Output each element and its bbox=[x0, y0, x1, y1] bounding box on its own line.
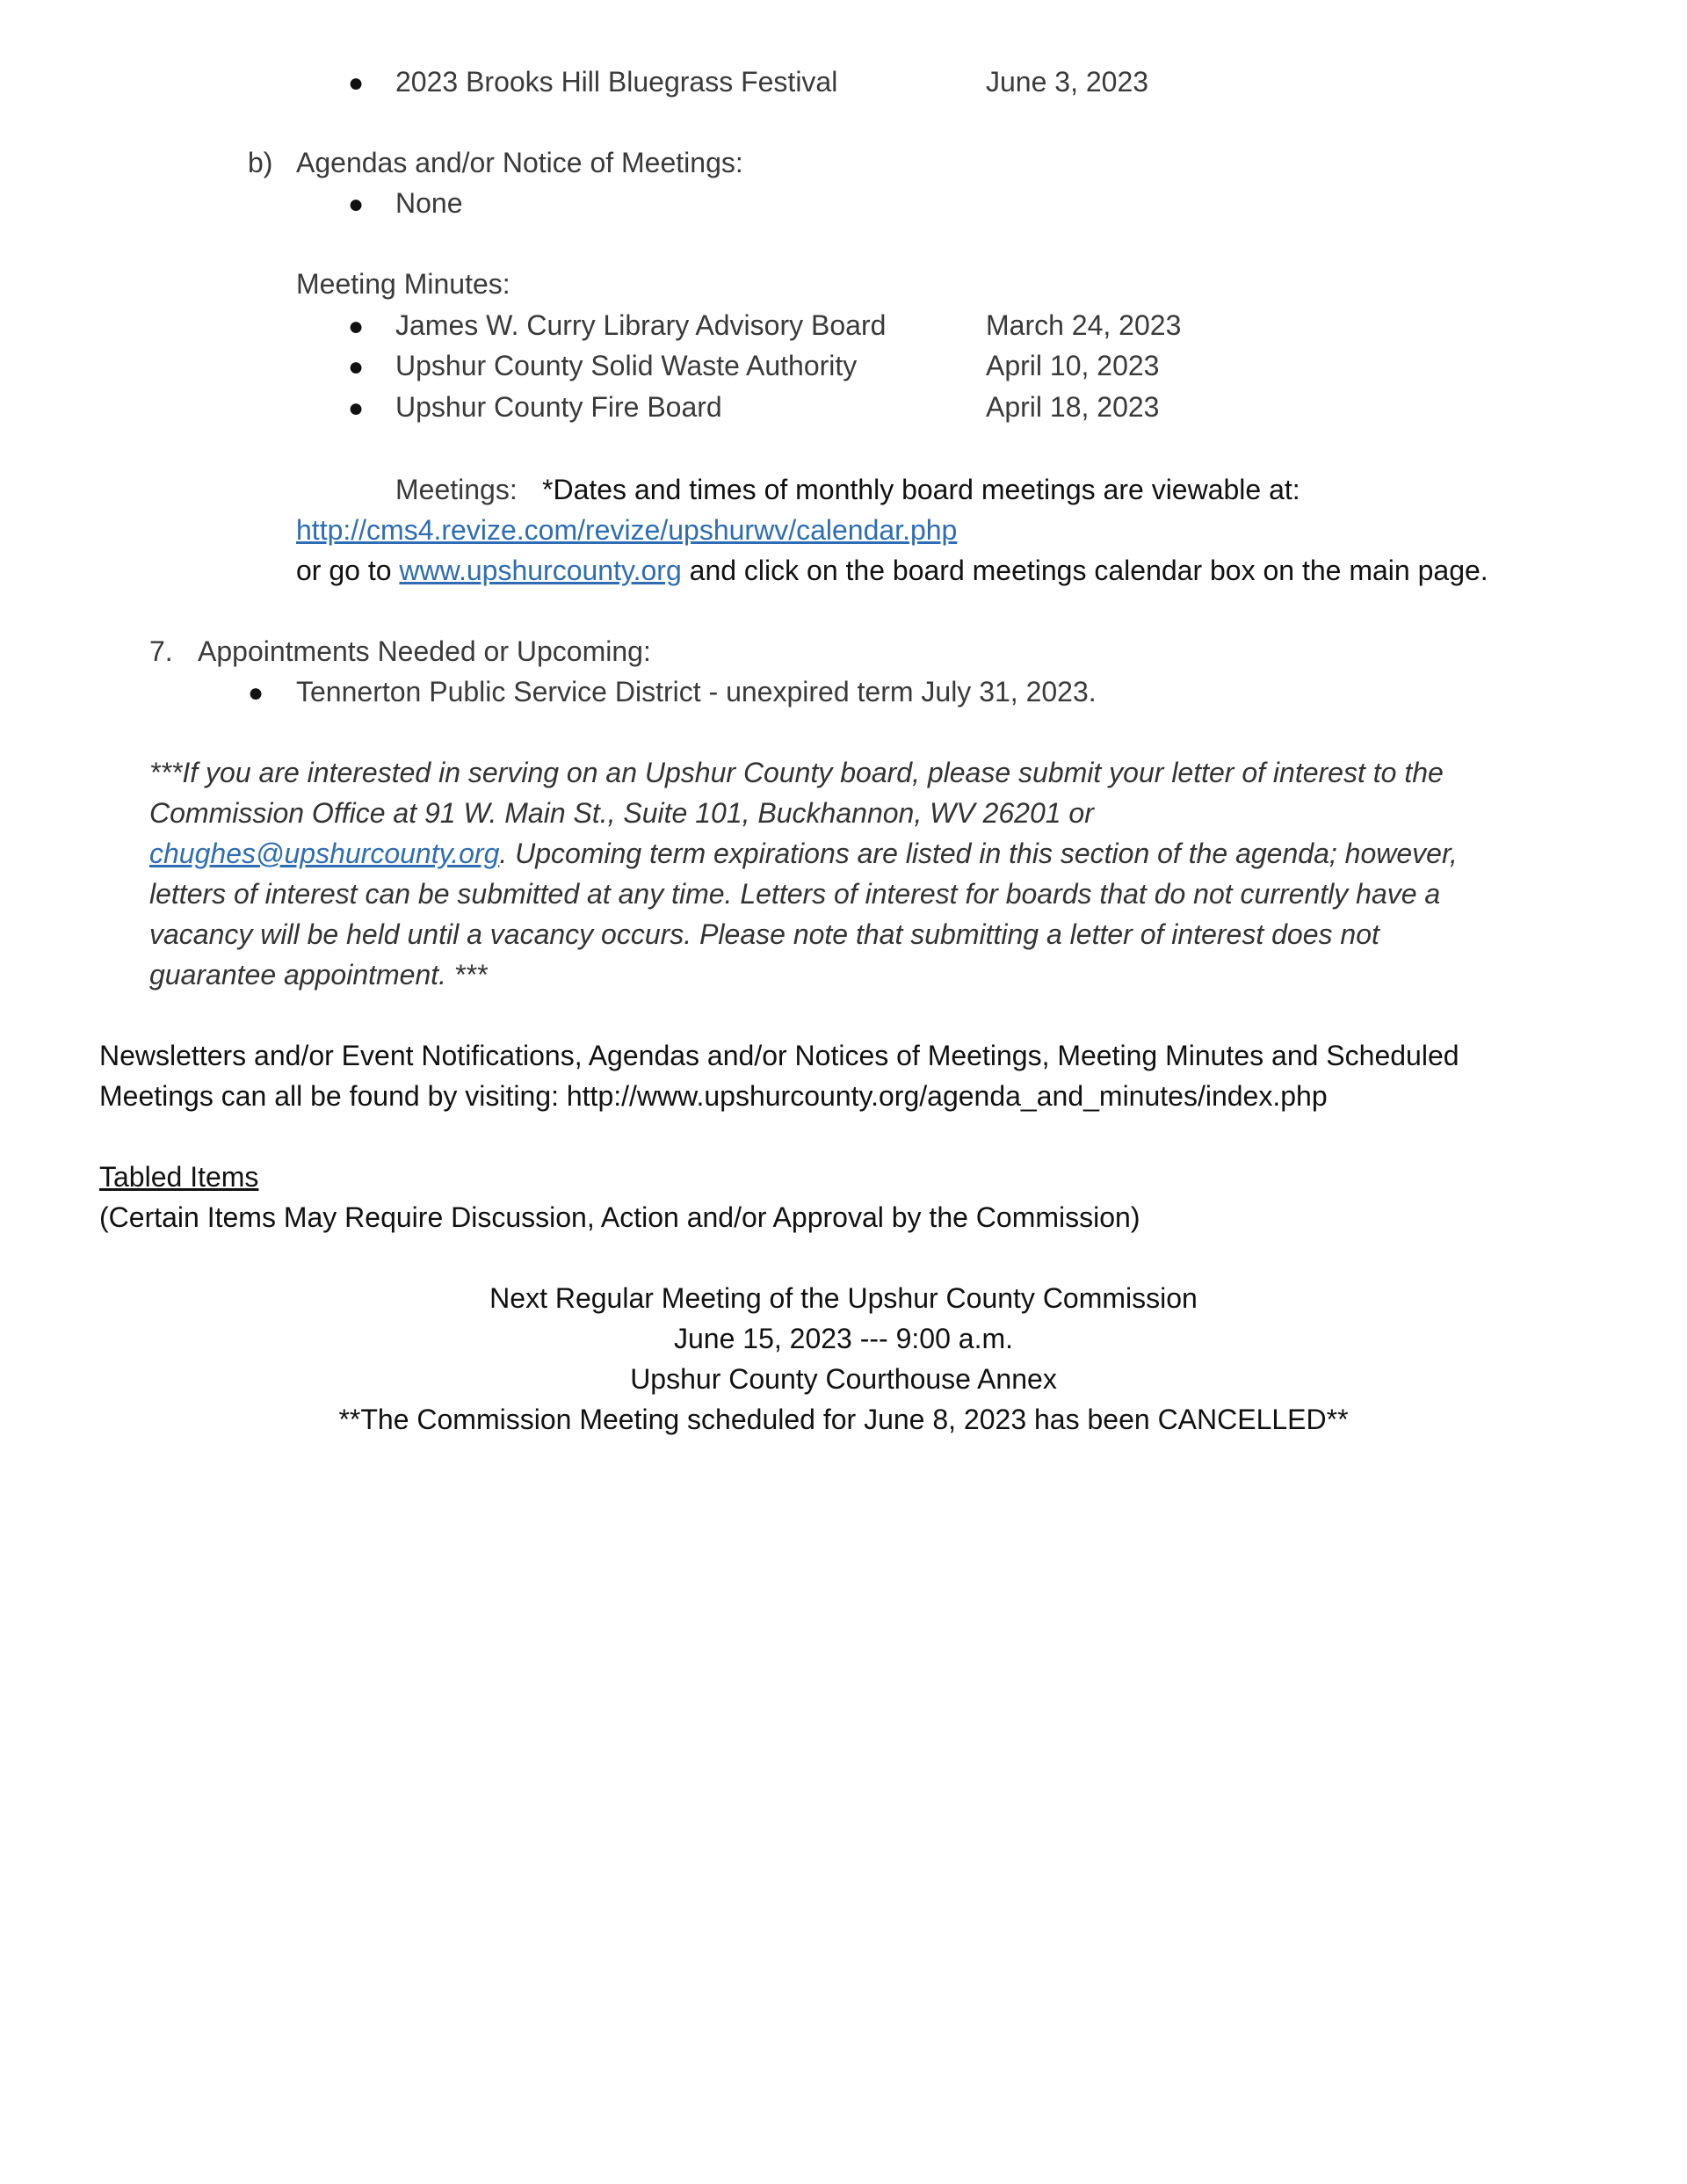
bullet-icon: ● bbox=[348, 312, 365, 341]
bullet-icon: ● bbox=[348, 190, 365, 219]
cancellation-notice: **The Commission Meeting scheduled for June 8, 2023 has been CANCELLED** bbox=[338, 1404, 1349, 1435]
site-line bbox=[296, 550, 1488, 591]
email-link[interactable]: chughes@upshurcounty.org bbox=[149, 838, 500, 869]
newsletters-line: Newsletters and/or Event Notifications, Agendas and/or Notices of Meetings, Meeting Minutes and Scheduled bbox=[99, 1040, 1459, 1071]
festival-date: June 3, 2023 bbox=[986, 66, 1149, 98]
meetings-note: *Dates and times of monthly board meetings are viewable at: bbox=[542, 474, 1300, 505]
minutes-item-name: James W. Curry Library Advisory Board bbox=[395, 309, 887, 341]
interest-note-line: letters of interest can be submitted at any time. Letters of interest for boards that do not currently have a bbox=[149, 878, 1441, 910]
bullet-icon: ● bbox=[348, 69, 365, 98]
tabled-heading: Tabled Items bbox=[99, 1161, 259, 1193]
meetings-label: Meetings: bbox=[395, 474, 518, 505]
agendas-heading: Agendas and/or Notice of Meetings: bbox=[296, 147, 743, 178]
appointments-marker: 7. bbox=[149, 635, 173, 667]
interest-note-line: Commission Office at 91 W. Main St., Suite 101, Buckhannon, WV 26201 or bbox=[149, 797, 1094, 829]
minutes-item-date: April 10, 2023 bbox=[986, 350, 1160, 381]
interest-note-line: guarantee appointment. *** bbox=[149, 959, 488, 990]
minutes-item-date: April 18, 2023 bbox=[986, 391, 1160, 423]
bullet-icon: ● bbox=[348, 352, 365, 381]
agendas-marker: b) bbox=[248, 147, 273, 178]
newsletters-line: Meetings can all be found by visiting: http://www.upshurcounty.org/agenda_and_minutes/index.php bbox=[99, 1080, 1328, 1112]
next-meeting-datetime: June 15, 2023 --- 9:00 a.m. bbox=[674, 1323, 1013, 1354]
appointments-item: Tennerton Public Service District - unexpired term July 31, 2023. bbox=[296, 676, 1097, 707]
next-meeting-title: Next Regular Meeting of the Upshur County Commission bbox=[489, 1282, 1198, 1314]
interest-note-line: ***If you are interested in serving on an Upshur County board, please submit your letter of interest to the bbox=[149, 757, 1444, 788]
bullet-icon: ● bbox=[248, 678, 264, 707]
festival-name: 2023 Brooks Hill Bluegrass Festival bbox=[395, 66, 838, 98]
minutes-item-date: March 24, 2023 bbox=[986, 309, 1182, 341]
minutes-item-name: Upshur County Solid Waste Authority bbox=[395, 350, 858, 381]
interest-note-text: . Upcoming term expirations are listed in this section of the agenda; however, bbox=[499, 838, 1458, 869]
site-link[interactable]: www.upshurcounty.org bbox=[399, 555, 682, 586]
next-meeting-location: Upshur County Courthouse Annex bbox=[630, 1363, 1057, 1395]
tabled-note: (Certain Items May Require Discussion, Action and/or Approval by the Commission) bbox=[99, 1201, 1140, 1233]
calendar-link-line bbox=[296, 510, 957, 550]
appointments-heading: Appointments Needed or Upcoming: bbox=[198, 635, 651, 667]
interest-note-line: vacancy will be held until a vacancy occurs. Please note that submitting a letter of interest does not bbox=[149, 918, 1379, 950]
agendas-item: None bbox=[395, 187, 463, 219]
or-go-to-text: or go to bbox=[296, 555, 392, 586]
site-suffix-text: and click on the board meetings calendar box on the main page. bbox=[689, 555, 1488, 586]
calendar-link[interactable]: http://cms4.revize.com/revize/upshurwv/calendar.php bbox=[296, 514, 958, 546]
bullet-icon: ● bbox=[348, 394, 365, 423]
interest-note-line bbox=[149, 833, 1458, 874]
minutes-item-name: Upshur County Fire Board bbox=[395, 391, 722, 423]
minutes-heading: Meeting Minutes: bbox=[296, 268, 510, 300]
